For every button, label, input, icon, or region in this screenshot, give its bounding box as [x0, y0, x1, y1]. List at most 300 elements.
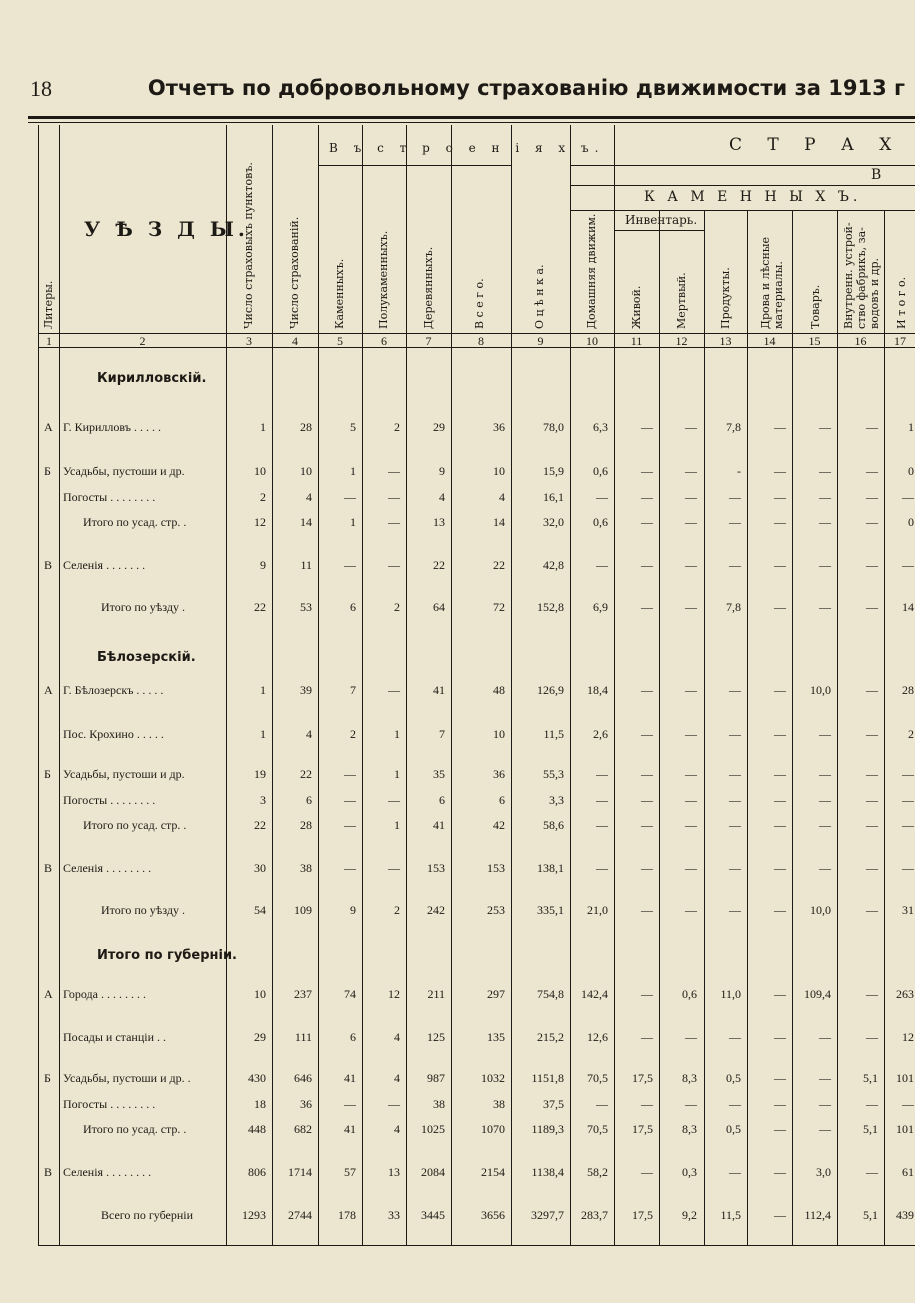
table-cell: 439 [896, 1208, 914, 1222]
table-cell: — [866, 1165, 878, 1179]
row-label: Итого по усад. стр. . [83, 515, 187, 529]
table-cell: — [685, 1097, 697, 1111]
header-kamennykh-group: К А М Е Н Н Ы Х Ъ. [644, 189, 862, 205]
table-cell: 33 [388, 1208, 400, 1222]
table-cell: 11,5 [543, 727, 564, 741]
header-strakh: С Т Р А Х [729, 135, 902, 155]
table-cell: — [774, 727, 786, 741]
table-cell: 8,3 [682, 1122, 697, 1136]
table-cell: — [388, 490, 400, 504]
table-cell: — [596, 793, 608, 807]
table-cell: — [819, 767, 831, 781]
page-number: 18 [30, 76, 52, 101]
table-cell: — [866, 515, 878, 529]
table-cell: 11,0 [720, 987, 741, 1001]
table-cell: 64 [433, 600, 445, 614]
table-cell: — [729, 515, 741, 529]
row-label: Пос. Крохино . . . . . [63, 727, 164, 741]
table-cell: 12,6 [587, 1030, 608, 1044]
header-tovar: Товаръ. [809, 284, 822, 329]
table-cell: — [685, 683, 697, 697]
table-cell: — [344, 1097, 356, 1111]
row-label: Погосты . . . . . . . . [63, 1097, 156, 1111]
table-cell: 58,6 [543, 818, 564, 832]
table-cell: — [819, 1097, 831, 1111]
table-cell: — [596, 767, 608, 781]
table-cell: 14 [493, 515, 505, 529]
row-label: Усадьбы, пустоши и др. [63, 767, 185, 781]
table-cell: 37,5 [543, 1097, 564, 1111]
table-cell: — [819, 515, 831, 529]
table-cell: — [388, 793, 400, 807]
table-cell: 22 [433, 558, 445, 572]
table-cell: 153 [427, 861, 445, 875]
table-cell: 9 [350, 903, 356, 917]
table-cell: 22 [493, 558, 505, 572]
table-cell: 2 [908, 727, 914, 741]
table-cell: 16,1 [543, 490, 564, 504]
table-cell: 646 [294, 1071, 312, 1085]
column-number: 15 [808, 334, 821, 348]
table-cell: — [774, 464, 786, 478]
table-cell: 6 [499, 793, 505, 807]
header-derevyannykh: Деревянныхъ. [422, 246, 435, 329]
table-cell: 13 [433, 515, 445, 529]
table-cell: — [902, 558, 914, 572]
table-cell: — [641, 727, 653, 741]
table-cell: 101 [896, 1071, 914, 1085]
table-cell: — [344, 793, 356, 807]
section-title: Кирилловскій. [97, 371, 207, 386]
table-cell: — [866, 1097, 878, 1111]
table-cell: — [641, 683, 653, 697]
table-cell: 5,1 [863, 1208, 878, 1222]
table-cell: — [866, 818, 878, 832]
table-cell: 1025 [421, 1122, 445, 1136]
table-cell: 7 [350, 683, 356, 697]
column-number: 12 [675, 334, 688, 348]
table-cell: 211 [427, 987, 445, 1001]
table-cell: 253 [487, 903, 505, 917]
row-label: Селенія . . . . . . . [63, 558, 146, 572]
table-cell: — [774, 490, 786, 504]
table-cell: 6 [350, 1030, 356, 1044]
header-v-stroeniyakh: В ъ с т р о е н і я х ъ. [329, 141, 605, 155]
row-label: Итого по усад. стр. . [83, 818, 187, 832]
table-cell: — [819, 818, 831, 832]
table-cell: — [729, 490, 741, 504]
table-cell: — [819, 490, 831, 504]
table-cell: — [685, 558, 697, 572]
table-cell: — [774, 558, 786, 572]
table-cell: — [344, 490, 356, 504]
table-cell: 74 [344, 987, 356, 1001]
table-cell: 6 [350, 600, 356, 614]
table-cell: 36 [493, 767, 505, 781]
table-cell: 0 [908, 515, 914, 529]
table-cell: — [729, 903, 741, 917]
table-cell: 38 [493, 1097, 505, 1111]
column-number: 2 [139, 334, 146, 348]
row-litera: В [44, 1165, 53, 1179]
table-cell: 5 [350, 420, 356, 434]
table-cell: 7,8 [726, 600, 741, 614]
table-cell: 1 [260, 727, 266, 741]
table-cell: 297 [487, 987, 505, 1001]
table-cell: 2 [394, 420, 400, 434]
table-cell: — [641, 1030, 653, 1044]
table-cell: 4 [394, 1122, 400, 1136]
table-cell: — [902, 818, 914, 832]
table-cell: — [819, 464, 831, 478]
table-cell: 17,5 [632, 1071, 653, 1085]
table-cell: — [774, 1208, 786, 1222]
table-cell: 2,6 [593, 727, 608, 741]
table-cell: 1 [908, 420, 914, 434]
table-cell: 41 [433, 818, 445, 832]
column-number: 6 [381, 334, 387, 348]
table-cell: 112,4 [804, 1208, 831, 1222]
table-cell: 2 [260, 490, 266, 504]
table-cell: — [641, 793, 653, 807]
table-cell: — [774, 1071, 786, 1085]
table-cell: 6,3 [593, 420, 608, 434]
table-cell: 4 [306, 727, 312, 741]
table-cell: 1 [260, 420, 266, 434]
table-cell: 682 [294, 1122, 312, 1136]
table-cell: 22 [254, 600, 266, 614]
header-itogo: И т о г о. [895, 276, 908, 329]
table-cell: 0,5 [726, 1071, 741, 1085]
table-cell: — [774, 903, 786, 917]
table-cell: — [774, 420, 786, 434]
column-number: 17 [894, 334, 906, 348]
table-cell: 3,0 [816, 1165, 831, 1179]
table-cell: — [774, 600, 786, 614]
table-cell: 35 [433, 767, 445, 781]
table-cell: 58,2 [587, 1165, 608, 1179]
row-label: Погосты . . . . . . . . [63, 490, 156, 504]
header-kamennykh: Каменныхъ. [333, 258, 346, 329]
table-cell: — [866, 793, 878, 807]
table-cell: — [685, 793, 697, 807]
table-cell: 70,5 [587, 1122, 608, 1136]
table-cell: — [641, 420, 653, 434]
table-cell: 36 [493, 420, 505, 434]
table-cell: — [774, 1122, 786, 1136]
table-cell: 1 [260, 683, 266, 697]
table-cell: — [774, 987, 786, 1001]
table-cell: — [866, 903, 878, 917]
row-litera: А [44, 683, 53, 697]
table-cell: 101 [896, 1122, 914, 1136]
table-cell: — [641, 987, 653, 1001]
table-cell: 10,0 [810, 683, 831, 697]
table-cell: 1293 [242, 1208, 266, 1222]
table-cell: — [729, 727, 741, 741]
table-cell: 0,3 [682, 1165, 697, 1179]
table-cell: 178 [338, 1208, 356, 1222]
table-cell: — [866, 1030, 878, 1044]
table-cell: 3,3 [549, 793, 564, 807]
section-title: Бѣлозерскій. [97, 650, 196, 665]
table-cell: — [866, 683, 878, 697]
table-cell: — [344, 558, 356, 572]
table-cell: — [685, 420, 697, 434]
table-cell: 55,3 [543, 767, 564, 781]
table-cell: 15,9 [543, 464, 564, 478]
header-v: В [871, 167, 882, 183]
table-cell: 283,7 [581, 1208, 608, 1222]
table-cell: — [902, 1097, 914, 1111]
table-cell: — [685, 861, 697, 875]
table-cell: 1 [350, 515, 356, 529]
table-cell: — [774, 1030, 786, 1044]
table-cell: 13 [388, 1165, 400, 1179]
table-cell: — [344, 818, 356, 832]
header-produkty: Продукты. [719, 267, 732, 329]
table-cell: 28 [300, 420, 312, 434]
table-cell: — [388, 1097, 400, 1111]
table-cell: — [819, 793, 831, 807]
table-cell: 125 [427, 1030, 445, 1044]
table-cell: — [866, 420, 878, 434]
table-cell: — [729, 558, 741, 572]
table-cell: 28 [902, 683, 914, 697]
column-number: 4 [292, 334, 298, 348]
header-punkty: Число страховыхъ пунктовъ. [242, 162, 255, 329]
column-number: 3 [246, 334, 252, 348]
table-cell: 14 [300, 515, 312, 529]
table-cell: 2084 [421, 1165, 445, 1179]
table-cell: 2 [394, 903, 400, 917]
table-cell: 430 [248, 1071, 266, 1085]
table-cell: 78,0 [543, 420, 564, 434]
table-cell: 2 [394, 600, 400, 614]
header-zhivoy: Живой. [630, 285, 643, 329]
column-number: 14 [763, 334, 776, 348]
table-cell: — [596, 490, 608, 504]
table-cell: — [866, 767, 878, 781]
table-cell: 4 [306, 490, 312, 504]
table-cell: — [866, 861, 878, 875]
table-cell: — [685, 490, 697, 504]
row-label: Итого по уѣзду . [101, 903, 185, 917]
row-label: Усадьбы, пустоши и др. [63, 464, 185, 478]
row-litera: Б [44, 1071, 51, 1085]
column-number: 13 [719, 334, 732, 348]
table-cell: — [388, 861, 400, 875]
table-cell: 1151,8 [531, 1071, 564, 1085]
table-cell: 70,5 [587, 1071, 608, 1085]
column-number: 10 [586, 334, 598, 348]
table-cell: 1 [350, 464, 356, 478]
table-cell: — [729, 1030, 741, 1044]
table-cell: 1 [394, 818, 400, 832]
table-cell: — [866, 558, 878, 572]
table-cell: 17,5 [632, 1122, 653, 1136]
table-cell: 142,4 [581, 987, 608, 1001]
column-number: 16 [854, 334, 867, 348]
table-cell: 1 [394, 727, 400, 741]
table-cell: 22 [300, 767, 312, 781]
table-cell: — [819, 1030, 831, 1044]
table-cell: — [819, 1071, 831, 1085]
table-cell: 38 [300, 861, 312, 875]
table-cell: 72 [493, 600, 505, 614]
column-number: 9 [537, 334, 544, 348]
table-cell: 36 [300, 1097, 312, 1111]
table-cell: 3297,7 [531, 1208, 564, 1222]
table-cell: 6,9 [593, 600, 608, 614]
table-cell: — [902, 861, 914, 875]
table-cell: 28 [300, 818, 312, 832]
row-label: Итого по усад. стр. . [83, 1122, 187, 1136]
table-cell: — [866, 987, 878, 1001]
table-cell: 54 [254, 903, 266, 917]
table-cell: 30 [254, 861, 266, 875]
table-cell: — [774, 515, 786, 529]
table-cell: — [729, 861, 741, 875]
table-cell: — [641, 903, 653, 917]
row-label: Селенія . . . . . . . . [63, 1165, 152, 1179]
row-label: Посады и станціи . . [63, 1030, 166, 1044]
table-cell: — [729, 683, 741, 697]
table-cell: 6 [439, 793, 445, 807]
table-cell: — [685, 903, 697, 917]
table-cell: — [774, 861, 786, 875]
table-cell: — [641, 490, 653, 504]
table-cell: 4 [499, 490, 505, 504]
table-cell: 0,6 [682, 987, 697, 1001]
table-cell: 806 [248, 1165, 266, 1179]
column-number: 8 [478, 334, 484, 348]
table-cell: — [641, 818, 653, 832]
table-cell: 242 [427, 903, 445, 917]
table-cell: 9 [260, 558, 266, 572]
table-cell: 10 [254, 464, 266, 478]
table-cell: — [729, 1097, 741, 1111]
table-cell: — [902, 767, 914, 781]
table-cell: — [685, 818, 697, 832]
table-cell: 10 [300, 464, 312, 478]
table-cell: — [596, 861, 608, 875]
column-number: 5 [337, 334, 343, 348]
table-cell: 19 [254, 767, 266, 781]
header-domashnyaya: Домашняя движим. [585, 213, 598, 329]
table-cell: — [819, 558, 831, 572]
table-cell: 12 [254, 515, 266, 529]
table-cell: — [774, 1097, 786, 1111]
table-cell: 10 [493, 464, 505, 478]
row-label: Погосты . . . . . . . . [63, 793, 156, 807]
header-inventar: Инвентарь. [625, 213, 698, 227]
table-cell: 4 [394, 1030, 400, 1044]
table-cell: — [819, 727, 831, 741]
table-cell: — [902, 793, 914, 807]
top-rule [28, 116, 915, 119]
row-label: Г. Кирилловъ . . . . . [63, 420, 161, 434]
table-cell: 42 [493, 818, 505, 832]
header-strakhovaniy: Число страхованій. [288, 216, 301, 329]
row-litera: А [44, 987, 53, 1001]
table-cell: 152,8 [537, 600, 564, 614]
table-cell: 1138,4 [531, 1165, 564, 1179]
table-cell: 32,0 [543, 515, 564, 529]
table-cell: 0,5 [726, 1122, 741, 1136]
table-cell: 5,1 [863, 1122, 878, 1136]
header-otsenka: О ц ѣ н к а. [533, 264, 546, 329]
table-cell: — [902, 490, 914, 504]
table-cell: — [819, 420, 831, 434]
table-cell: 1189,3 [531, 1122, 564, 1136]
table-cell: 109,4 [804, 987, 831, 1001]
table-cell: — [685, 515, 697, 529]
table-cell: 215,2 [537, 1030, 564, 1044]
table-cell: 29 [433, 420, 445, 434]
table-cell: 3656 [481, 1208, 505, 1222]
table-cell: — [685, 727, 697, 741]
table-cell: — [641, 600, 653, 614]
table-cell: 12 [902, 1030, 914, 1044]
table-cell: 2154 [481, 1165, 505, 1179]
table-cell: 7 [439, 727, 445, 741]
table-cell: — [596, 818, 608, 832]
table-cell: 138,1 [537, 861, 564, 875]
table-cell: 754,8 [537, 987, 564, 1001]
column-number: 7 [425, 334, 432, 348]
table-cell: — [344, 861, 356, 875]
table-cell: — [866, 600, 878, 614]
header-literi: Литеры. [42, 280, 55, 329]
table-cell: 135 [487, 1030, 505, 1044]
table-cell: 48 [493, 683, 505, 697]
table-cell: — [774, 683, 786, 697]
table-cell: 10 [254, 987, 266, 1001]
table-cell: 61 [902, 1165, 914, 1179]
table-cell: — [596, 558, 608, 572]
table-cell: 153 [487, 861, 505, 875]
table-cell: 9,2 [682, 1208, 697, 1222]
table-cell: 12 [388, 987, 400, 1001]
table-cell: 263 [896, 987, 914, 1001]
table-cell: 126,9 [537, 683, 564, 697]
table-cell: 1714 [288, 1165, 312, 1179]
row-litera: А [44, 420, 53, 434]
table-cell: 22 [254, 818, 266, 832]
table-cell: — [685, 1030, 697, 1044]
table-cell: 57 [344, 1165, 356, 1179]
table-cell: 10,0 [810, 903, 831, 917]
table-cell: 5,1 [863, 1071, 878, 1085]
table-cell: 3445 [421, 1208, 445, 1222]
table-cell: — [774, 767, 786, 781]
table-cell: 21,0 [587, 903, 608, 917]
table-cell: — [866, 490, 878, 504]
table-cell: — [685, 464, 697, 478]
statistics-table [38, 125, 915, 1246]
table-cell: 0,6 [593, 464, 608, 478]
table-cell: — [641, 558, 653, 572]
row-label: Итого по уѣзду . [101, 600, 185, 614]
header-mertvyy: Мертвый. [675, 272, 688, 329]
header-polukamennykh: Полукаменныхъ. [377, 230, 390, 329]
running-title: Отчетъ по добровольному страхованію движимости за 1913 г [147, 76, 905, 100]
column-number: 11 [630, 334, 643, 348]
table-cell: — [596, 1097, 608, 1111]
table-cell: — [388, 683, 400, 697]
header-drova: Дрова и лѣсные материалы. [759, 236, 785, 329]
